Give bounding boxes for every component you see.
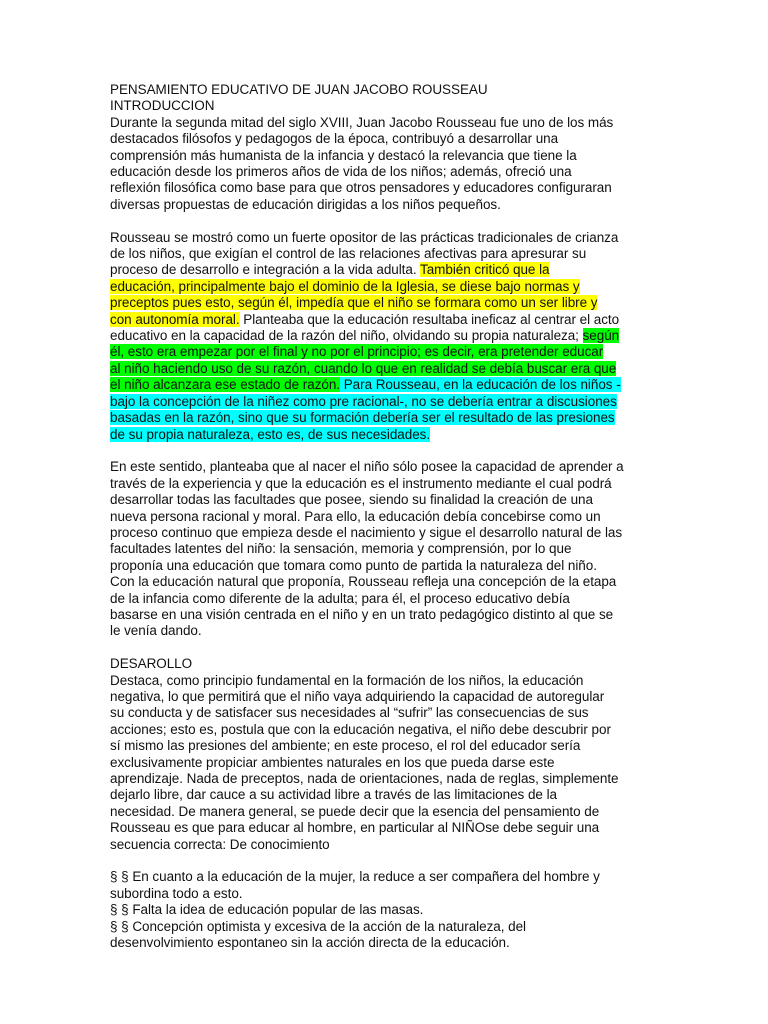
paragraph-line: Rousseau se mostró como un fuerte opositor de las prácticas tradicionales de crianza (110, 229, 619, 245)
paragraph-line: través de la experiencia y que la educación es el instrumento mediante el cual podrá (110, 475, 612, 491)
paragraph-line (110, 377, 728, 393)
bullet-line: desenvolvimiento espontaneo sin la acción directa de la educación. (110, 935, 510, 951)
green-highlight: él, esto era empezar por el final y no por el principio; es decir, era pretender educar (110, 344, 604, 360)
desarollo-heading: DESAROLLO (110, 656, 193, 672)
intro-paragraph (110, 115, 728, 213)
paragraph-line: comprensión más humanista de la infancia y destacó la relevancia que tiene la (110, 147, 577, 163)
paragraph-line (110, 262, 728, 278)
paragraph-line: acciones; esto es, postula que con la educación negativa, el niño debe descubrir por (110, 721, 611, 737)
plain-text: educativo en la capacidad de la razón del niño, olvidando su propia naturaleza; (110, 328, 583, 344)
cyan-highlight: Para Rousseau, en la educación de los niños - (340, 377, 621, 393)
plain-text: proceso de desarrollo e integración a la vida adulta. (110, 262, 421, 278)
paragraph-line (110, 312, 728, 328)
paragraph-line: proceso continuo que empieza desde el nacimiento y sigue el desarrollo natural de las (110, 524, 623, 540)
paragraph-line (110, 427, 728, 443)
paragraph-line: secuencia correcta: De conocimiento (110, 836, 330, 852)
green-highlight: según (582, 328, 620, 344)
paragraph-line: reflexión filosófica como base para que otros pensadores y educadores configuraran (110, 180, 612, 196)
paragraph-line: Durante la segunda mitad del siglo XVIII, Juan Jacobo Rousseau fue uno de los más (110, 114, 614, 130)
desarollo-paragraph (110, 673, 728, 853)
paragraph-line: sí mismo las presiones del ambiente; en este proceso, el rol del educador sería (110, 738, 581, 754)
paragraph-line: desarrollar todas las facultades que posee, siendo su finalidad la creación de una (110, 492, 593, 508)
green-highlight: al niño haciendo uso de su razón, cuando lo que en realidad se debía buscar era que (110, 360, 617, 376)
paragraph-line: destacados filósofos y pedagogos de la época, contribuyó a desarrollar una (110, 131, 559, 147)
plain-text: Planteaba que la educación resultaba ineficaz al centrar el acto (239, 311, 620, 327)
paragraph-line: le venía dando. (110, 623, 202, 639)
cyan-highlight: bajo la concepción de la niñez como pre racional-, no se debería entrar a discusiones (110, 393, 617, 409)
paragraph-line: facultades latentes del niño: la sensación, memoria y comprensión, por lo que (110, 541, 572, 557)
paragraph-line (110, 361, 728, 377)
paragraph-line: necesidad. De manera general, se puede decir que la esencia del pensamiento de (110, 803, 600, 819)
document-title: PENSAMIENTO EDUCATIVO DE JUAN JACOBO ROUSSEAU (110, 82, 488, 97)
paragraph-line (110, 279, 728, 295)
intro-heading: INTRODUCCION (110, 98, 215, 114)
yellow-highlight: educación, principalmente bajo el dominio de la Iglesia, se diese bajo normas y (110, 278, 580, 294)
cyan-highlight: de su propia naturaleza, esto es, de sus necesidades. (110, 426, 431, 442)
paragraph-line (110, 394, 728, 410)
spacer (110, 213, 728, 229)
paragraph-line (110, 295, 728, 311)
paragraph-line: basarse en una visión centrada en el niño y en un trato pedagógico distinto al que se (110, 606, 614, 622)
bullet-list (110, 869, 728, 951)
spacer (110, 443, 728, 459)
rousseau-paragraph (110, 230, 728, 443)
paragraph-line: Con la educación natural que proponía, Rousseau refleja una concepción de la etapa (110, 574, 617, 590)
paragraph-line: su conducta y de satisfacer sus necesidades al “sufrir” las consecuencias de sus (110, 705, 589, 721)
paragraph-line: proponía una educación que tomara como punto de partida la naturaleza del niño. (110, 557, 597, 573)
paragraph-line: Rousseau es que para educar al hombre, en particular al NIÑOse debe seguir una (110, 820, 600, 836)
bullet-line: § § Concepción optimista y excesiva de la acción de la naturaleza, del (110, 918, 526, 934)
paragraph-line: nueva persona racional y moral. Para ello, la educación debía concebirse como un (110, 508, 601, 524)
paragraph-line: de la infancia como diferente de la adulta; para él, el proceso educativo debía (110, 590, 570, 606)
paragraph-line: negativa, lo que permitirá que el niño vaya adquiriendo la capacidad de autoregular (110, 688, 605, 704)
paragraph-line: aprendizaje. Nada de preceptos, nada de orientaciones, nada de reglas, simplemente (110, 771, 619, 787)
paragraph-line: de los niños, que exigían el control de las relaciones afectivas para apresurar su (110, 246, 587, 262)
paragraph-line: exclusivamente propiciar ambientes naturales en los que pueda darse este (110, 754, 555, 770)
yellow-highlight: También criticó que la (420, 262, 550, 278)
paragraph-line: diversas propuestas de educación dirigidas a los niños pequeños. (110, 196, 501, 212)
paragraph-line: educación desde los primeros años de vida de los niños; además, ofreció una (110, 164, 572, 180)
paragraph-line (110, 410, 728, 426)
bullet-line: § § En cuanto a la educación de la mujer, la reduce a ser compañera del hombre y (110, 869, 600, 885)
green-highlight: el niño alcanzara ese estado de razón. (110, 377, 341, 393)
spacer (110, 640, 728, 656)
paragraph-line (110, 328, 728, 344)
paragraph-line: dejarlo libre, dar cauce a su actividad libre a través de las limitaciones de la (110, 787, 557, 803)
bullet-line: § § Falta la idea de educación popular de las masas. (110, 902, 424, 918)
yellow-highlight: con autonomía moral. (110, 311, 240, 327)
paragraph-line: Destaca, como principio fundamental en la formación de los niños, la educación (110, 672, 584, 688)
paragraph-line (110, 344, 728, 360)
paragraph-line: En este sentido, planteaba que al nacer el niño sólo posee la capacidad de aprender a (110, 459, 624, 475)
spacer (110, 853, 728, 869)
cyan-highlight: basadas en la razón, sino que su formación debería ser el resultado de las presiones (110, 410, 615, 426)
yellow-highlight: preceptos pues esto, según él, impedía que el niño se formara como un ser libre y (110, 295, 598, 311)
bullet-line: subordina todo a esto. (110, 885, 243, 901)
sentido-paragraph (110, 459, 728, 639)
